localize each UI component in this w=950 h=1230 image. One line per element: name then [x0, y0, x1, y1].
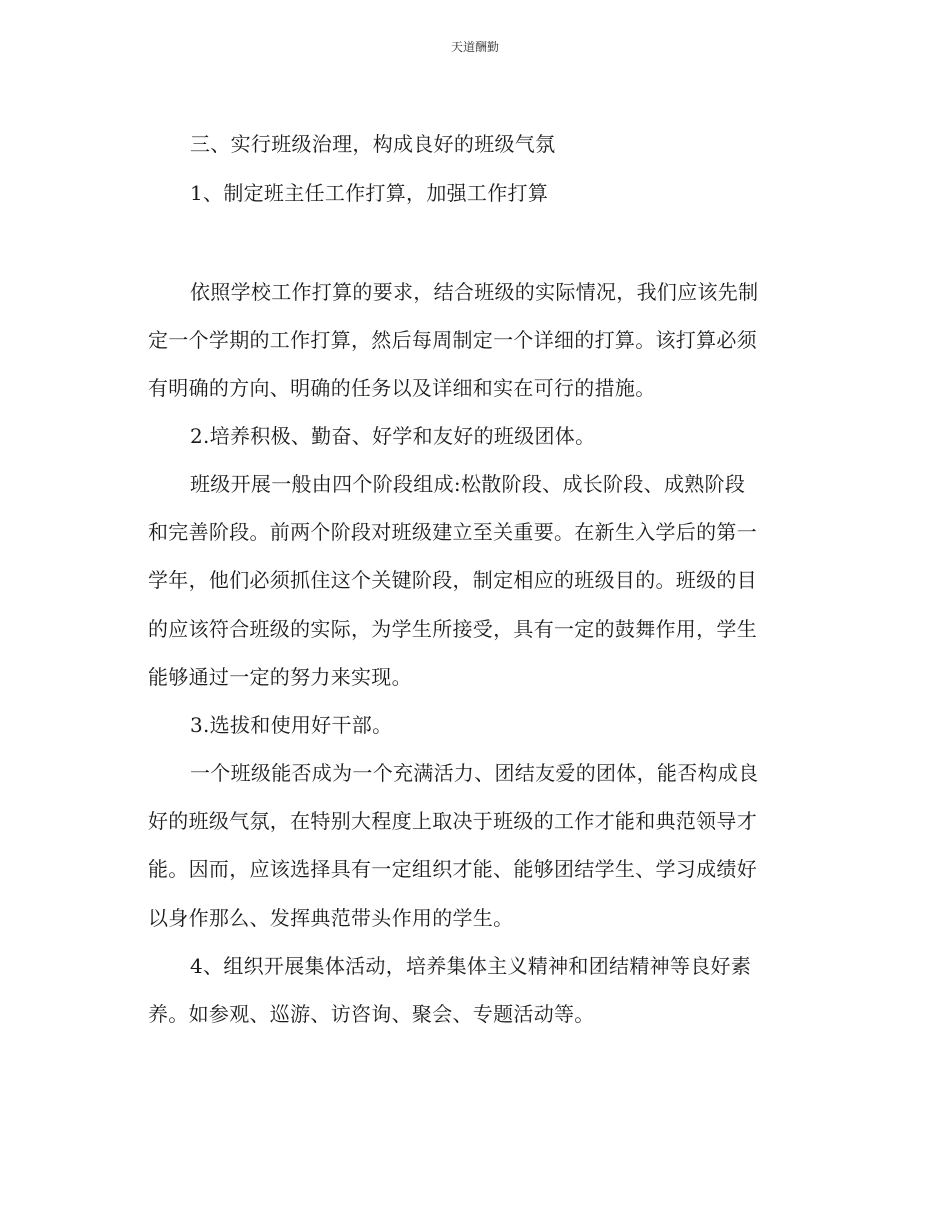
- subheading-3: 3.选拔和使用好干部。: [190, 713, 393, 737]
- paragraph-line: 学年，他们必须抓住这个关键阶段，制定相应的班级目的。班级的目: [148, 568, 757, 592]
- section-heading: 三、实行班级治理，构成良好的班级气氛: [190, 132, 556, 156]
- paragraph-line: 有明确的方向、明确的任务以及详细和实在可行的措施。: [148, 376, 656, 400]
- subheading-1: 1、制定班主任工作打算，加强工作打算: [190, 181, 549, 205]
- paragraph-line: 以身作那么、发挥典范带头作用的学生。: [148, 906, 514, 930]
- paragraph-line: 的应该符合班级的实际，为学生所接受，具有一定的鼓舞作用，学生: [148, 617, 757, 641]
- paragraph-line: 能。因而，应该选择具有一定组织才能、能够团结学生、学习成绩好: [148, 857, 757, 881]
- page-header: 天道酬勤: [450, 40, 499, 54]
- subheading-2: 2.培养积极、勤奋、好学和友好的班级团体。: [190, 424, 596, 448]
- paragraph-line: 和完善阶段。前两个阶段对班级建立至关重要。在新生入学后的第一: [148, 520, 757, 544]
- paragraph-line: 班级开展一般由四个阶段组成:松散阶段、成长阶段、成熟阶段: [190, 472, 746, 496]
- paragraph-line: 一个班级能否成为一个充满活力、团结友爱的团体，能否构成良: [190, 761, 759, 785]
- paragraph-line: 4、组织开展集体活动，培养集体主义精神和团结精神等良好素: [190, 954, 752, 978]
- paragraph-line: 好的班级气氛，在特别大程度上取决于班级的工作才能和典范领导才: [148, 809, 757, 833]
- paragraph-line: 能够通过一定的努力来实现。: [148, 665, 412, 689]
- paragraph-line: 依照学校工作打算的要求，结合班级的实际情况，我们应该先制: [190, 280, 759, 304]
- paragraph-line: 养。如参观、巡游、访咨询、聚会、专题活动等。: [148, 1002, 595, 1026]
- paragraph-line: 定一个学期的工作打算，然后每周制定一个详细的打算。该打算必须: [148, 328, 757, 352]
